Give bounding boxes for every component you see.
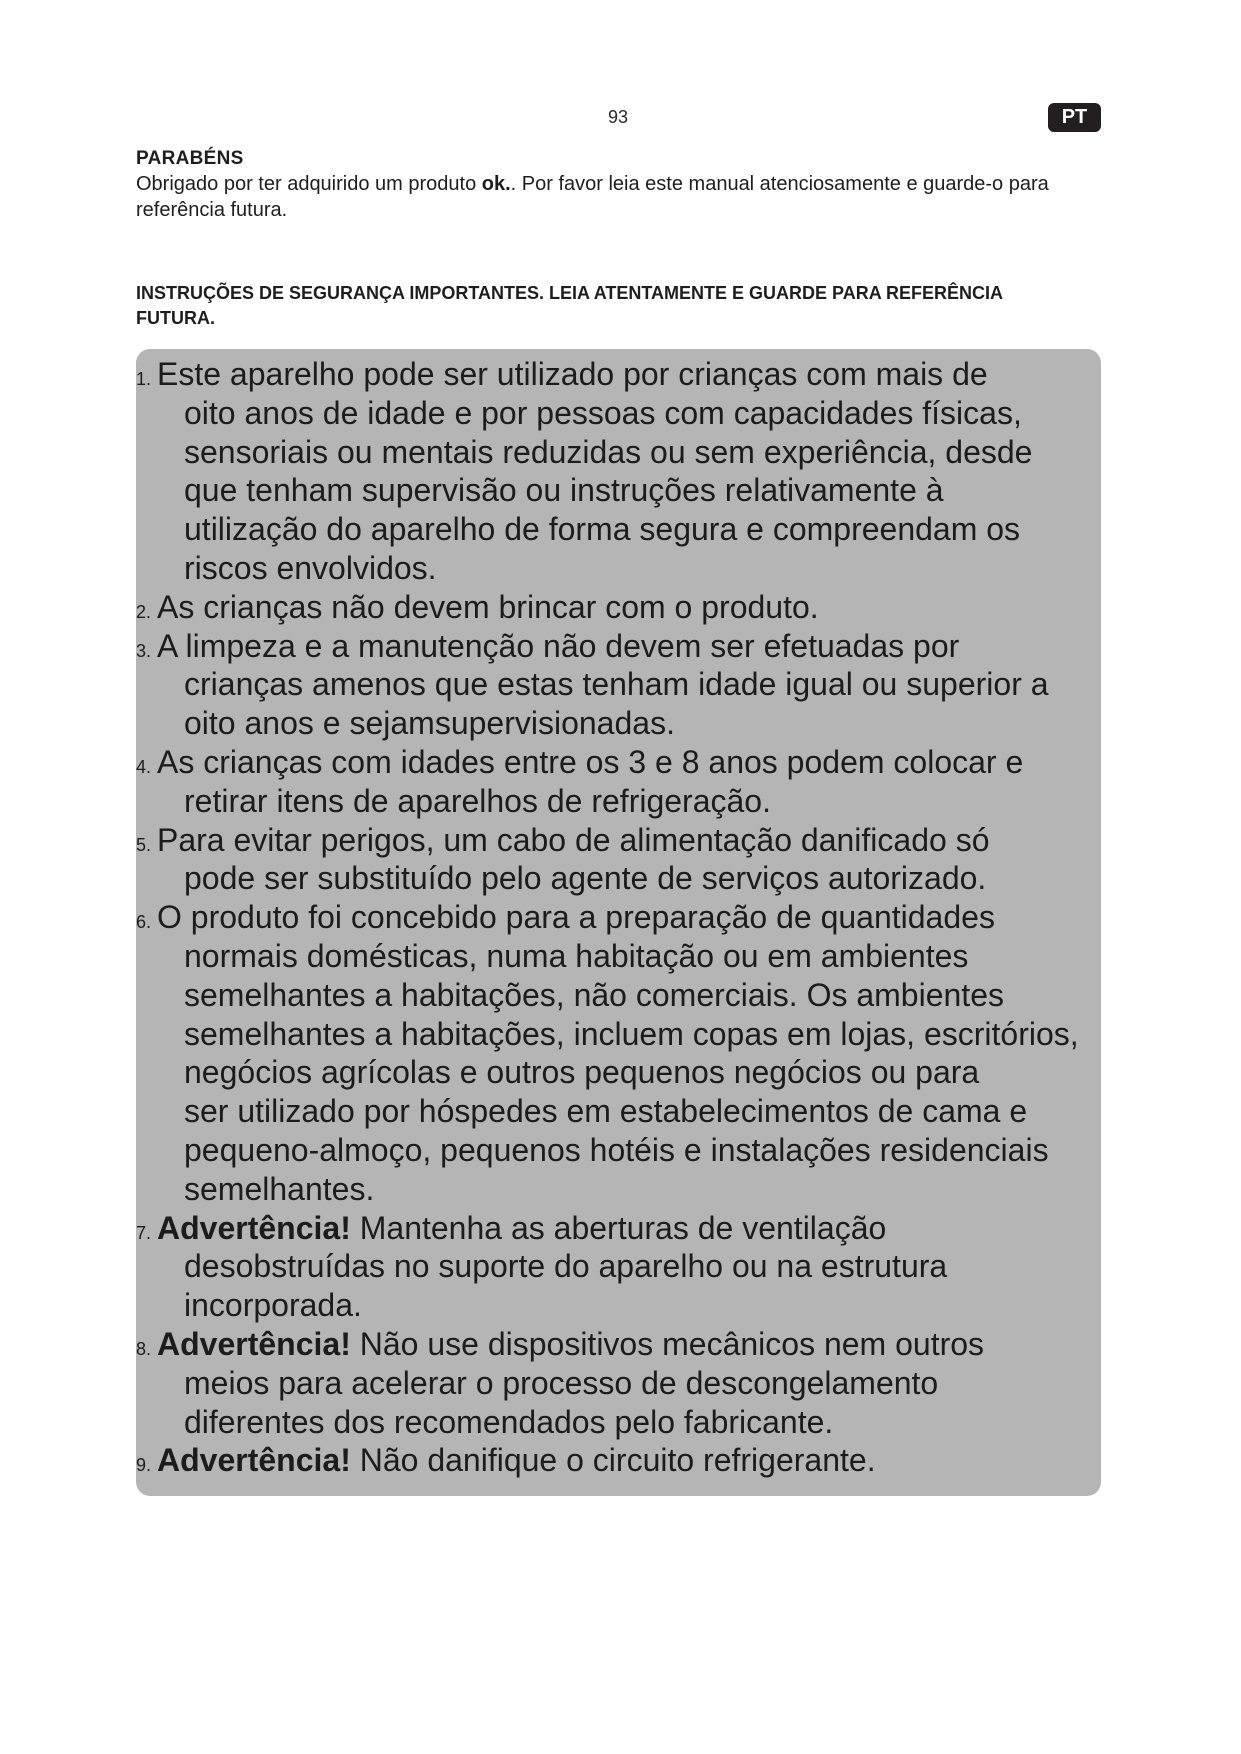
item-first-line (136, 821, 1101, 860)
item-line: sensoriais ou mentais reduzidas ou sem experiência, desde (184, 433, 1033, 470)
instruction-item (136, 627, 1101, 743)
item-line: diferentes dos recomendados pelo fabricante. (184, 1403, 834, 1440)
page-number: 93 (607, 107, 629, 127)
item-line: desobstruídas no suporte do aparelho ou na estrutura (184, 1248, 948, 1285)
item-line: que tenham supervisão ou instruções relativamente à (184, 472, 944, 509)
instructions-panel (136, 349, 1101, 1496)
instruction-item (136, 1325, 1101, 1441)
safety-heading (136, 281, 1003, 331)
instruction-item (136, 355, 1101, 588)
item-first-line (136, 743, 1101, 782)
item-line: Mantenha as aberturas de ventilação (359, 1209, 887, 1246)
item-line: Este aparelho pode ser utilizado por crianças com mais de (157, 356, 988, 392)
brand-name: ok. (481, 173, 511, 195)
instruction-item (136, 821, 1101, 899)
instruction-item (136, 588, 1101, 627)
item-number: 1. (136, 369, 152, 389)
item-first-line (136, 627, 1101, 666)
item-line: utilização do aparelho de forma segura e compreendam os (184, 511, 1021, 548)
item-number: 4. (136, 756, 152, 777)
instruction-item (136, 1209, 1101, 1325)
item-number: 7. (136, 1222, 152, 1243)
item-line: normais domésticas, numa habitação ou em ambientes (184, 937, 969, 974)
intro-line (136, 171, 1049, 197)
item-first-line (136, 1209, 1101, 1248)
instruction-item (136, 898, 1101, 1208)
item-number: 6. (136, 912, 152, 933)
item-line: Não use dispositivos mecânicos nem outros (359, 1325, 985, 1362)
item-first-line (136, 898, 1101, 937)
warning-label: Advertência! (157, 1442, 351, 1479)
item-first-line (136, 588, 1101, 627)
item-line: A limpeza e a manutenção não devem ser efetuadas por (157, 627, 960, 664)
language-badge: PT (1048, 103, 1101, 132)
item-number: 9. (136, 1455, 152, 1476)
item-line: incorporada. (184, 1287, 362, 1324)
item-line: As crianças com idades entre os 3 e 8 anos podem colocar e (157, 743, 1024, 780)
intro-text-after: . Por favor leia este manual atenciosamente e guarde-o para (510, 173, 1049, 195)
item-line: riscos envolvidos. (184, 549, 437, 586)
item-first-line (136, 355, 1101, 394)
warning-label: Advertência! (157, 1209, 351, 1246)
instruction-item (136, 1441, 1101, 1480)
item-line: semelhantes a habitações, incluem copas em lojas, escritórios, (184, 1015, 1079, 1052)
item-first-line (136, 1441, 1101, 1480)
intro-paragraph (136, 171, 1049, 223)
item-number: 8. (136, 1338, 152, 1359)
item-line: Não danifique o circuito refrigerante. (359, 1442, 876, 1479)
item-line: pode ser substituído pelo agente de serviços autorizado. (184, 860, 987, 897)
item-line: semelhantes. (184, 1170, 375, 1207)
warning-label: Advertência! (157, 1325, 351, 1362)
item-line: Para evitar perigos, um cabo de alimentação danificado só (157, 821, 990, 858)
item-line: oito anos de idade e por pessoas com capacidades físicas, (184, 394, 1022, 431)
item-line: ser utilizado por hóspedes em estabelecimentos de cama e (184, 1093, 1028, 1130)
item-line: crianças amenos que estas tenham idade igual ou superior a (184, 666, 1049, 703)
item-first-line (136, 1325, 1101, 1364)
item-number: 3. (136, 640, 152, 661)
item-line: O produto foi concebido para a preparação de quantidades (157, 899, 995, 936)
item-number: 5. (136, 834, 152, 855)
congrats-title: PARABÉNS (136, 148, 244, 169)
item-line: oito anos e sejamsupervisionadas. (184, 705, 675, 742)
heading-line: FUTURA. (136, 308, 215, 328)
instruction-item (136, 743, 1101, 821)
item-line: retirar itens de aparelhos de refrigeração. (184, 782, 771, 819)
item-line: semelhantes a habitações, não comerciais. Os ambientes (184, 976, 1004, 1013)
item-line: meios para acelerar o processo de descongelamento (184, 1364, 939, 1401)
heading-line: INSTRUÇÕES DE SEGURANÇA IMPORTANTES. LEIA ATENTAMENTE E GUARDE PARA REFERÊNCIA (136, 283, 1004, 303)
item-line: negócios agrícolas e outros pequenos negócios ou para (184, 1054, 980, 1091)
item-line: pequeno-almoço, pequenos hotéis e instalações residenciais (184, 1131, 1049, 1168)
item-number: 2. (136, 601, 152, 622)
intro-line: referência futura. (136, 199, 288, 221)
item-line: As crianças não devem brincar com o produto. (157, 588, 819, 625)
intro-text-before: Obrigado por ter adquirido um produto (136, 173, 482, 195)
